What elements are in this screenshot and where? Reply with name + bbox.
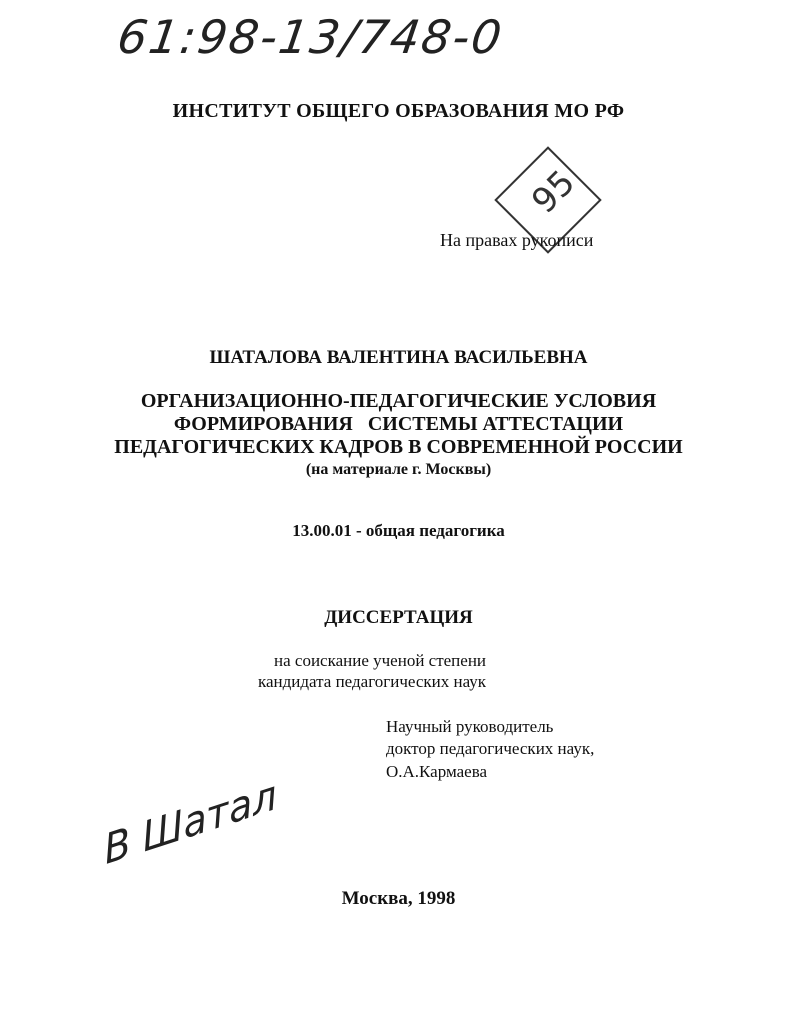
title-line-3: ПЕДАГОГИЧЕСКИХ КАДРОВ В СОВРЕМЕННОЙ РОССИИ xyxy=(114,436,683,458)
title-line-4: (на материале г. Москвы) xyxy=(305,461,492,478)
supervisor-title: доктор педагогических наук, xyxy=(386,739,595,758)
specialty-code: 13.00.01 - общая педагогика xyxy=(292,521,505,540)
title-line-2: ФОРМИРОВАНИЯ СИСТЕМЫ АТТЕСТАЦИИ xyxy=(173,413,624,435)
manuscript-rights-note: На правах рукописи xyxy=(440,230,594,250)
document-type: ДИССЕРТАЦИЯ xyxy=(324,607,473,628)
supervisor-label: Научный руководитель xyxy=(386,717,554,736)
handwritten-catalog-code: 61:98-13/748-0 xyxy=(114,10,507,64)
degree-line-1: на соискание ученой степени xyxy=(274,651,487,670)
stamp-number: 95 xyxy=(524,162,584,222)
institute-name: ИНСТИТУТ ОБЩЕГО ОБРАЗОВАНИЯ МО РФ xyxy=(172,100,625,122)
supervisor-name: О.А.Кармаева xyxy=(386,762,488,781)
title-line-1: ОРГАНИЗАЦИОННО-ПЕДАГОГИЧЕСКИЕ УСЛОВИЯ xyxy=(140,390,657,412)
author-name: ШАТАЛОВА ВАЛЕНТИНА ВАСИЛЬЕВНА xyxy=(209,347,588,368)
degree-line-2: кандидата педагогических наук xyxy=(258,672,487,691)
handwritten-signature: В Шатал xyxy=(101,771,279,875)
city-year: Москва, 1998 xyxy=(341,888,456,909)
